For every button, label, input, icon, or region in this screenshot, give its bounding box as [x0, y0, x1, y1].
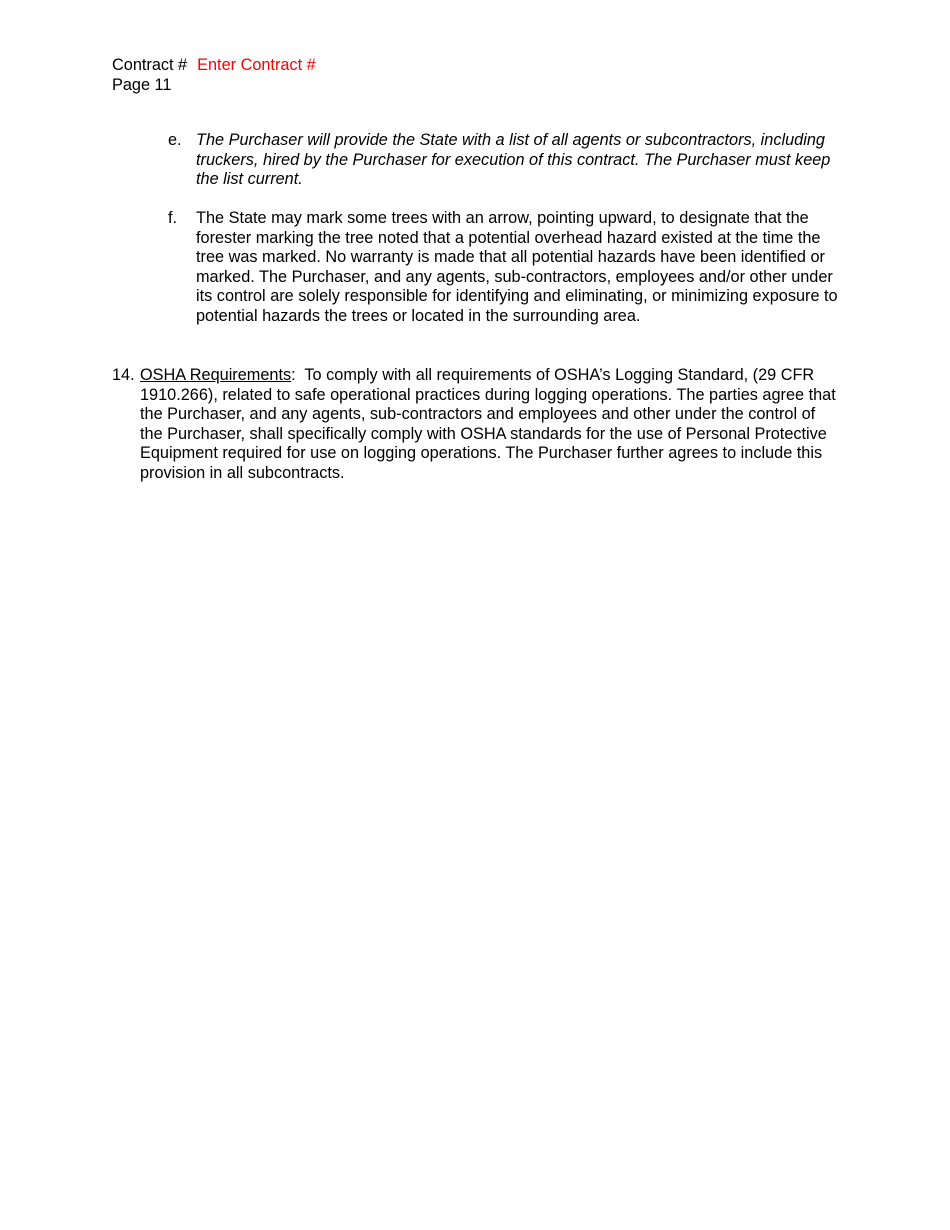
section-number: 14.: [112, 366, 135, 384]
contract-line: [112, 56, 612, 76]
list-marker: e.: [168, 131, 182, 149]
section-heading: OSHA Requirements: [140, 366, 292, 384]
contract-label: Contract #: [112, 56, 188, 74]
page-header: [112, 56, 612, 95]
list-item-text: The State may mark some trees with an arrow, pointing upward, to designate that the forester marking the tree noted that a potential overhead hazard existed at the time the tree was marked. No warranty is made that all potential hazards have been identified or marked. The Purchaser, and any agents, sub-contractors, employees and/or other under its control are solely responsible for identifying and eliminating, or minimizing exposure to potential hazards the trees or located in the surrounding area.: [196, 209, 838, 325]
list-item-text: The Purchaser will provide the State with a list of all agents or subcontractors, including truckers, hired by the Purchaser for execution of this contract. The Purchaser must keep the list current.: [196, 131, 831, 189]
list-marker: f.: [168, 209, 178, 227]
section-body: [140, 366, 842, 484]
contract-number-placeholder[interactable]: Enter Contract #: [197, 56, 316, 74]
page-number: Page 11: [112, 75, 172, 94]
section-text: To comply with all requirements of OSHA’s Logging Standard, (29 CFR 1910.266), related to safe operational practices during logging operations. The parties agree that the Purchaser, and any agents, sub-contractors and employees and other under the control of the Purchaser, shall specifically comply with OSHA standards for the use of Personal Protective Equipment required for use on logging operations. The Purchaser further agrees to include this provision in all subcontracts.: [140, 366, 841, 482]
section-heading-colon: :: [291, 366, 296, 384]
